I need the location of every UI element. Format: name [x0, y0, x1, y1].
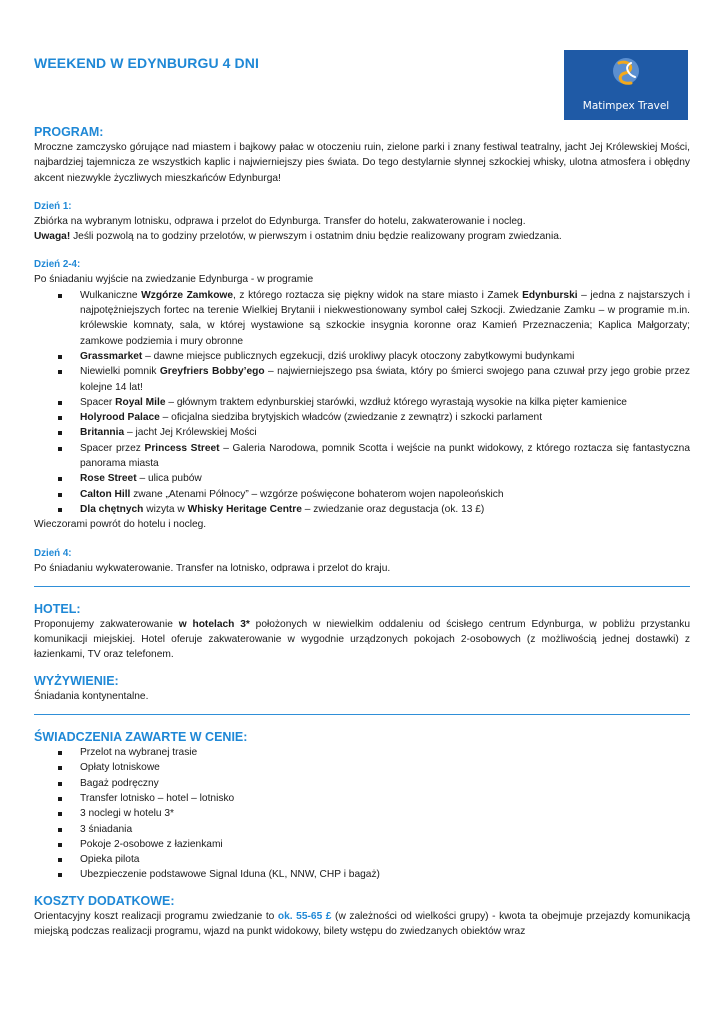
list-item: Dla chętnych wizyta w Whisky Heritage Centre – zwiedzanie oraz degustacja (ok. 13 £) [80, 502, 690, 517]
hotel-heading: HOTEL: [34, 601, 81, 616]
list-item: Transfer lotnisko – hotel – lotnisko [80, 791, 690, 806]
day24-heading: Dzień 2-4: [34, 259, 81, 271]
list-item: Wulkaniczne Wzgórze Zamkowe, z którego roztacza się piękny widok na stare miasto i Zamek Edynburski – jedna z najstarszych i najpotężniejszych fortec na terenie Wielkiej Brytanii i niekwestionowany symbol całej Szkocji. Zwiedzanie Zamku – w programie m.in. królewskie komnaty, sala, w której wystawione są szkockie insygnia koronne oraz Kamień Przeznaczenia; Kaplica Małgorzaty; zamkowe podziemia i mury obronne [80, 288, 690, 349]
food-heading: WYŻYWIENIE: [34, 673, 119, 688]
day24-intro: Po śniadaniu wyjście na zwiedzanie Edynburga - w programie [34, 274, 314, 286]
day24-outro: Wieczorami powrót do hotelu i nocleg. [34, 519, 207, 531]
list-item: Niewielki pomnik Greyfriers Bobby’ego – najwierniejszego psa świata, który po śmierci swojego pana czuwał przy jego grobie przez kolejne 14 lat! [80, 364, 690, 395]
note-label: Uwaga! [34, 231, 71, 243]
program-intro: Mroczne zamczysko górujące nad miastem i bajkowy pałac w otoczeniu ruin, zielone parki i znany festiwal teatralny, jacht Jej Królewskiej Mości, najbardziej tajemnicza ze wszystkich kaplic i najwierniejszy pies świata. Do tego destylarnie słynnej szkockiej whisky, ulotna atmosfera i obłędny akcent niezwykle życzliwych mieszkańców Edynburga! [34, 142, 690, 184]
included-list [34, 745, 690, 883]
list-item: 3 noclegi w hotelu 3* [80, 806, 690, 821]
list-item: Pokoje 2-osobowe z łazienkami [80, 837, 690, 852]
list-item: Opłaty lotniskowe [80, 760, 690, 775]
day4-heading: Dzień 4: [34, 547, 72, 559]
day1-text: Zbiórka na wybranym lotnisku, odprawa i przelot do Edynburga. Transfer do hotelu, zakwaterowanie i nocleg. [34, 215, 526, 227]
list-item: Britannia – jacht Jej Królewskiej Mości [80, 425, 690, 440]
day1-note [34, 229, 690, 244]
program-heading: PROGRAM: [34, 125, 104, 139]
price-range: ok. 55-65 £ [277, 910, 332, 922]
list-item: Spacer przez Princess Street – Galeria Narodowa, pomnik Scotta i wejście na punkt widokowy, z którego roztacza się fantastyczna panorama miasta [80, 441, 690, 472]
list-item: Rose Street – ulica pubów [80, 471, 690, 486]
swirl-logo-icon [611, 57, 641, 89]
day1-heading: Dzień 1: [34, 200, 72, 212]
logo-text: Matimpex Travel [582, 100, 670, 112]
list-item: Holyrood Palace – oficjalna siedziba brytyjskich władców (zwiedzanie z zewnątrz) i szkocki parlament [80, 410, 690, 425]
day4-text: Po śniadaniu wykwaterowanie. Transfer na lotnisko, odprawa i przelot do kraju. [34, 562, 391, 574]
note-text: Jeśli pozwolą na to godziny przelotów, w pierwszym i ostatnim dniu będzie realizowany program zwiedzania. [70, 231, 562, 243]
costs-heading: KOSZTY DODATKOWE: [34, 893, 175, 908]
hotel-text: Proponujemy zakwaterowanie w hotelach 3* położonych w niewielkim oddaleniu od ścisłego centrum Edynburga, w pobliżu przystanku komunikacji miejskiej. Hotel oferuje zakwaterowanie w wygodnie urządzonych pokojach 2-osobowych (z możliwością jednej dostawki) z łazienkami, TV oraz telefonem. [34, 618, 690, 661]
list-item: Spacer Royal Mile – głównym traktem edynburskiej starówki, wzdłuż którego wyrastają wysokie na kilka pięter kamienice [80, 395, 690, 410]
list-item: Przelot na wybranej trasie [80, 745, 690, 760]
list-item: 3 śniadania [80, 822, 690, 837]
page-title: WEEKEND W EDYNBURGU 4 DNI [34, 55, 259, 71]
document-body [34, 124, 690, 939]
sightseeing-list [34, 288, 690, 517]
list-item: Ubezpieczenie podstawowe Signal Iduna (KL, NNW, CHP i bagaż) [80, 867, 690, 882]
food-text: Śniadania kontynentalne. [34, 690, 149, 702]
list-item: Opieka pilota [80, 852, 690, 867]
list-item: Bagaż podręczny [80, 776, 690, 791]
costs-text: Orientacyjny koszt realizacji programu zwiedzanie to ok. 55-65 £ (w zależności od wielkości grupy) - kwota ta obejmuje przejazdy komunikacją miejską podczas realizacji programu, wjazd na punkt widokowy, bilety wstępu do zwiedzanych obiektów wraz [34, 910, 691, 937]
company-logo [564, 50, 688, 120]
included-heading: ŚWIADCZENIA ZAWARTE W CENIE: [34, 730, 248, 745]
list-item: Grassmarket – dawne miejsce publicznych egzekucji, dziś urokliwy placyk otoczony zabytkowymi budynkami [80, 349, 690, 364]
list-item: Calton Hill zwane „Atenami Północy” – wzgórze poświęcone bohaterom wojen napoleońskich [80, 487, 690, 502]
